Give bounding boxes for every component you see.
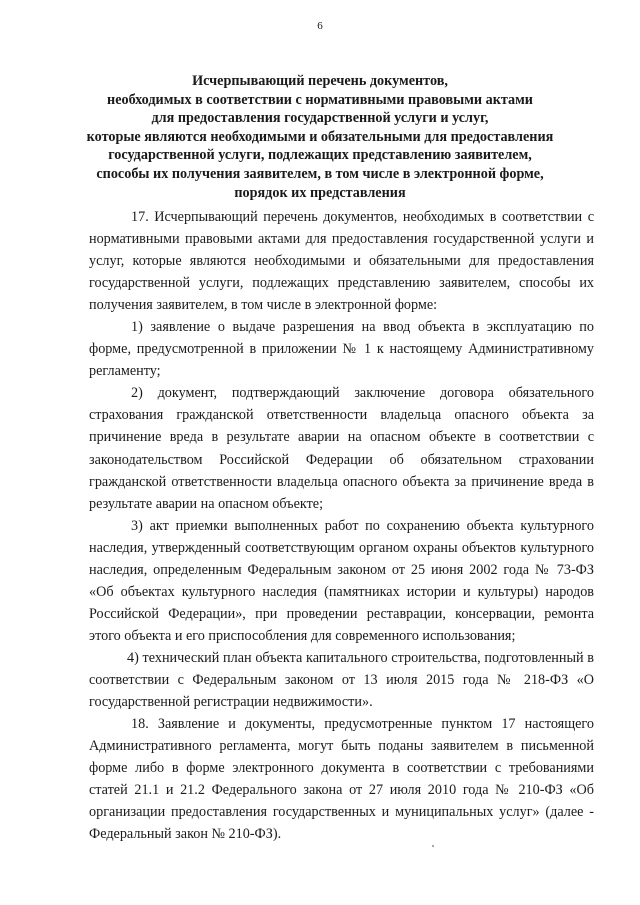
heading-line: порядок их представления <box>234 184 406 201</box>
list-item-2: 2) документ, подтверждающий заключение договора обязательного страхования гражданской ответственности владельца опасного объекта за причинение вреда в результате аварии на опасном объекте в соответствии с законодательством Российской Федерации об обязательном страховании гражданской ответственности владельца опасного объекта за причинение вреда в результате аварии на опасном объекте; <box>89 385 594 512</box>
document-body <box>89 206 594 845</box>
heading-line: государственной услуги, подлежащих представлению заявителем, <box>108 147 532 164</box>
list-item-3: 3) акт приемки выполненных работ по сохранению объекта культурного наследия, утвержденный соответствующим органом охраны объектов культурного наследия, определенным Федеральным законом от 25 июня 2002 года № 73-ФЗ «Об объектах культурного наследия (памятниках истории и культуры) народов Российской Федерации», при проведении реставрации, консервации, ремонта этого объекта и его приспособления для современного использования; <box>89 517 594 644</box>
scan-speck <box>432 845 434 847</box>
paragraph-18: 18. Заявление и документы, предусмотренные пунктом 17 настоящего Административного регламента, могут быть поданы заявителем в письменной форме либо в форме электронного документа в соответствии с требованиями статей 21.1 и 21.2 Федерального закона от 27 июля 2010 года № 210-ФЗ «Об организации предоставления государственных и муниципальных услуг» (далее - Федеральный закон № 210-ФЗ). <box>89 716 594 843</box>
heading-line: необходимых в соответствии с нормативными правовыми актами <box>107 91 533 108</box>
section-heading <box>60 72 580 202</box>
heading-line: которые являются необходимыми и обязательными для предоставления <box>86 128 554 145</box>
list-item-1: 1) заявление о выдаче разрешения на ввод объекта в эксплуатацию по форме, предусмотренной в приложении № 1 к настоящему Административному регламенту; <box>89 319 594 380</box>
heading-line: Исчерпывающий перечень документов, <box>192 73 448 89</box>
heading-line: для предоставления государственной услуги и услуг, <box>151 110 489 127</box>
page-number: 6 <box>317 20 323 32</box>
heading-line: способы их получения заявителем, в том числе в электронной форме, <box>96 165 544 182</box>
paragraph-17: 17. Исчерпывающий перечень документов, необходимых в соответствии с нормативными правовыми актами для предоставления государственной услуги и услуг, которые являются необходимыми и обязательными для предоставления государственной услуги, подлежащих представлению заявителем, способы их получения заявителем, в том числе в электронной форме: <box>89 209 594 314</box>
list-item-4: 4) технический план объекта капитального строительства, подготовленный в соответствии с Федеральным законом от 13 июля 2015 года № 218-ФЗ «О государственной регистрации недвижимости». <box>89 649 594 711</box>
